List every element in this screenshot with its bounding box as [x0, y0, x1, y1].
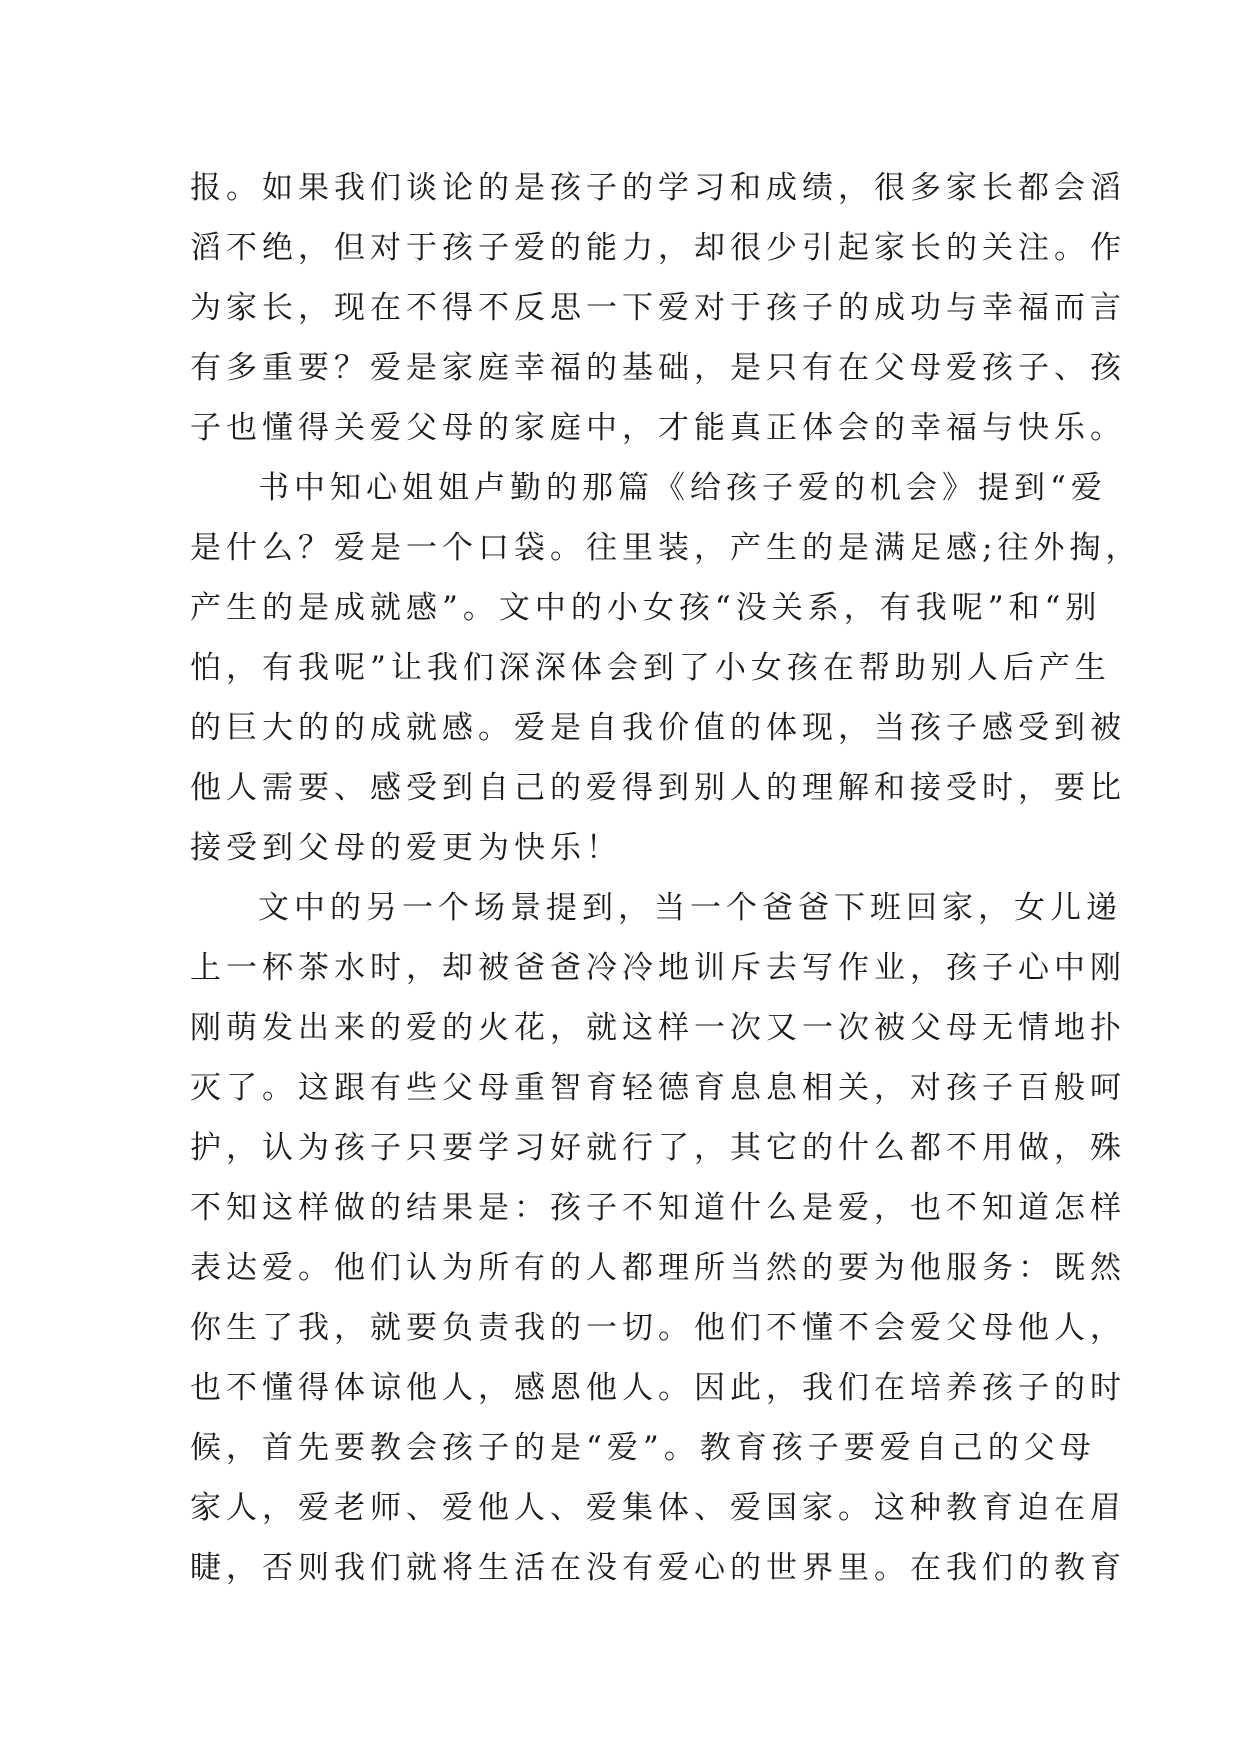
- text-line: 睫，否则我们就将生活在没有爱心的世界里。在我们的教育: [190, 1550, 1126, 1586]
- paragraph-first-line: 书中知心姐姐卢勤的那篇《给孩子爱的机会》提到“爱: [258, 470, 1107, 506]
- text-line: 护，认为孩子只要学习好就行了，其它的什么都不用做，殊: [190, 1130, 1126, 1166]
- text-line: 的巨大的的成就感。爱是自我价值的体现，当孩子感受到被: [190, 710, 1126, 746]
- document-body: [190, 158, 1142, 1598]
- text-line: 有多重要？爱是家庭幸福的基础，是只有在父母爱孩子、孩: [190, 350, 1126, 386]
- text-line: 接受到父母的爱更为快乐！: [190, 830, 622, 866]
- text-line: 是什么？爱是一个口袋。往里装，产生的是满足感;往外掏，: [190, 530, 1142, 566]
- text-line: 灭了。这跟有些父母重智育轻德育息息相关，对孩子百般呵: [190, 1070, 1126, 1106]
- text-line: 也不懂得体谅他人，感恩他人。因此，我们在培养孩子的时: [190, 1370, 1126, 1406]
- text-line: 怕，有我呢”让我们深深体会到了小女孩在帮助别人后产生: [190, 650, 1111, 686]
- text-line: 为家长，现在不得不反思一下爱对于孩子的成功与幸福而言: [190, 290, 1126, 326]
- text-line: 子也懂得关爱父母的家庭中，才能真正体会的幸福与快乐。: [190, 410, 1126, 446]
- text-line: 产生的是成就感”。文中的小女孩“没关系，有我呢”和“别: [190, 590, 1102, 626]
- text-line: 候，首先要教会孩子的是“爱”。教育孩子要爱自己的父母: [190, 1430, 1096, 1466]
- text-line: 表达爱。他们认为所有的人都理所当然的要为他服务：既然: [190, 1250, 1126, 1286]
- text-line: 报。如果我们谈论的是孩子的学习和成绩，很多家长都会滔: [190, 170, 1126, 206]
- text-line: 你生了我，就要负责我的一切。他们不懂不会爱父母他人，: [190, 1310, 1126, 1346]
- text-line: 上一杯茶水时，却被爸爸冷冷地训斥去写作业，孩子心中刚: [190, 950, 1126, 986]
- text-line: 刚萌发出来的爱的火花，就这样一次又一次被父母无情地扑: [190, 1010, 1126, 1046]
- text-line: 滔不绝，但对于孩子爱的能力，却很少引起家长的关注。作: [190, 230, 1126, 266]
- paragraph-first-line: 文中的另一个场景提到，当一个爸爸下班回家，女儿递: [258, 890, 1122, 926]
- text-line: 他人需要、感受到自己的爱得到别人的理解和接受时，要比: [190, 770, 1126, 806]
- text-line: 家人，爱老师、爱他人、爱集体、爱国家。这种教育迫在眉: [190, 1490, 1126, 1526]
- text-line: 不知这样做的结果是：孩子不知道什么是爱，也不知道怎样: [190, 1190, 1126, 1226]
